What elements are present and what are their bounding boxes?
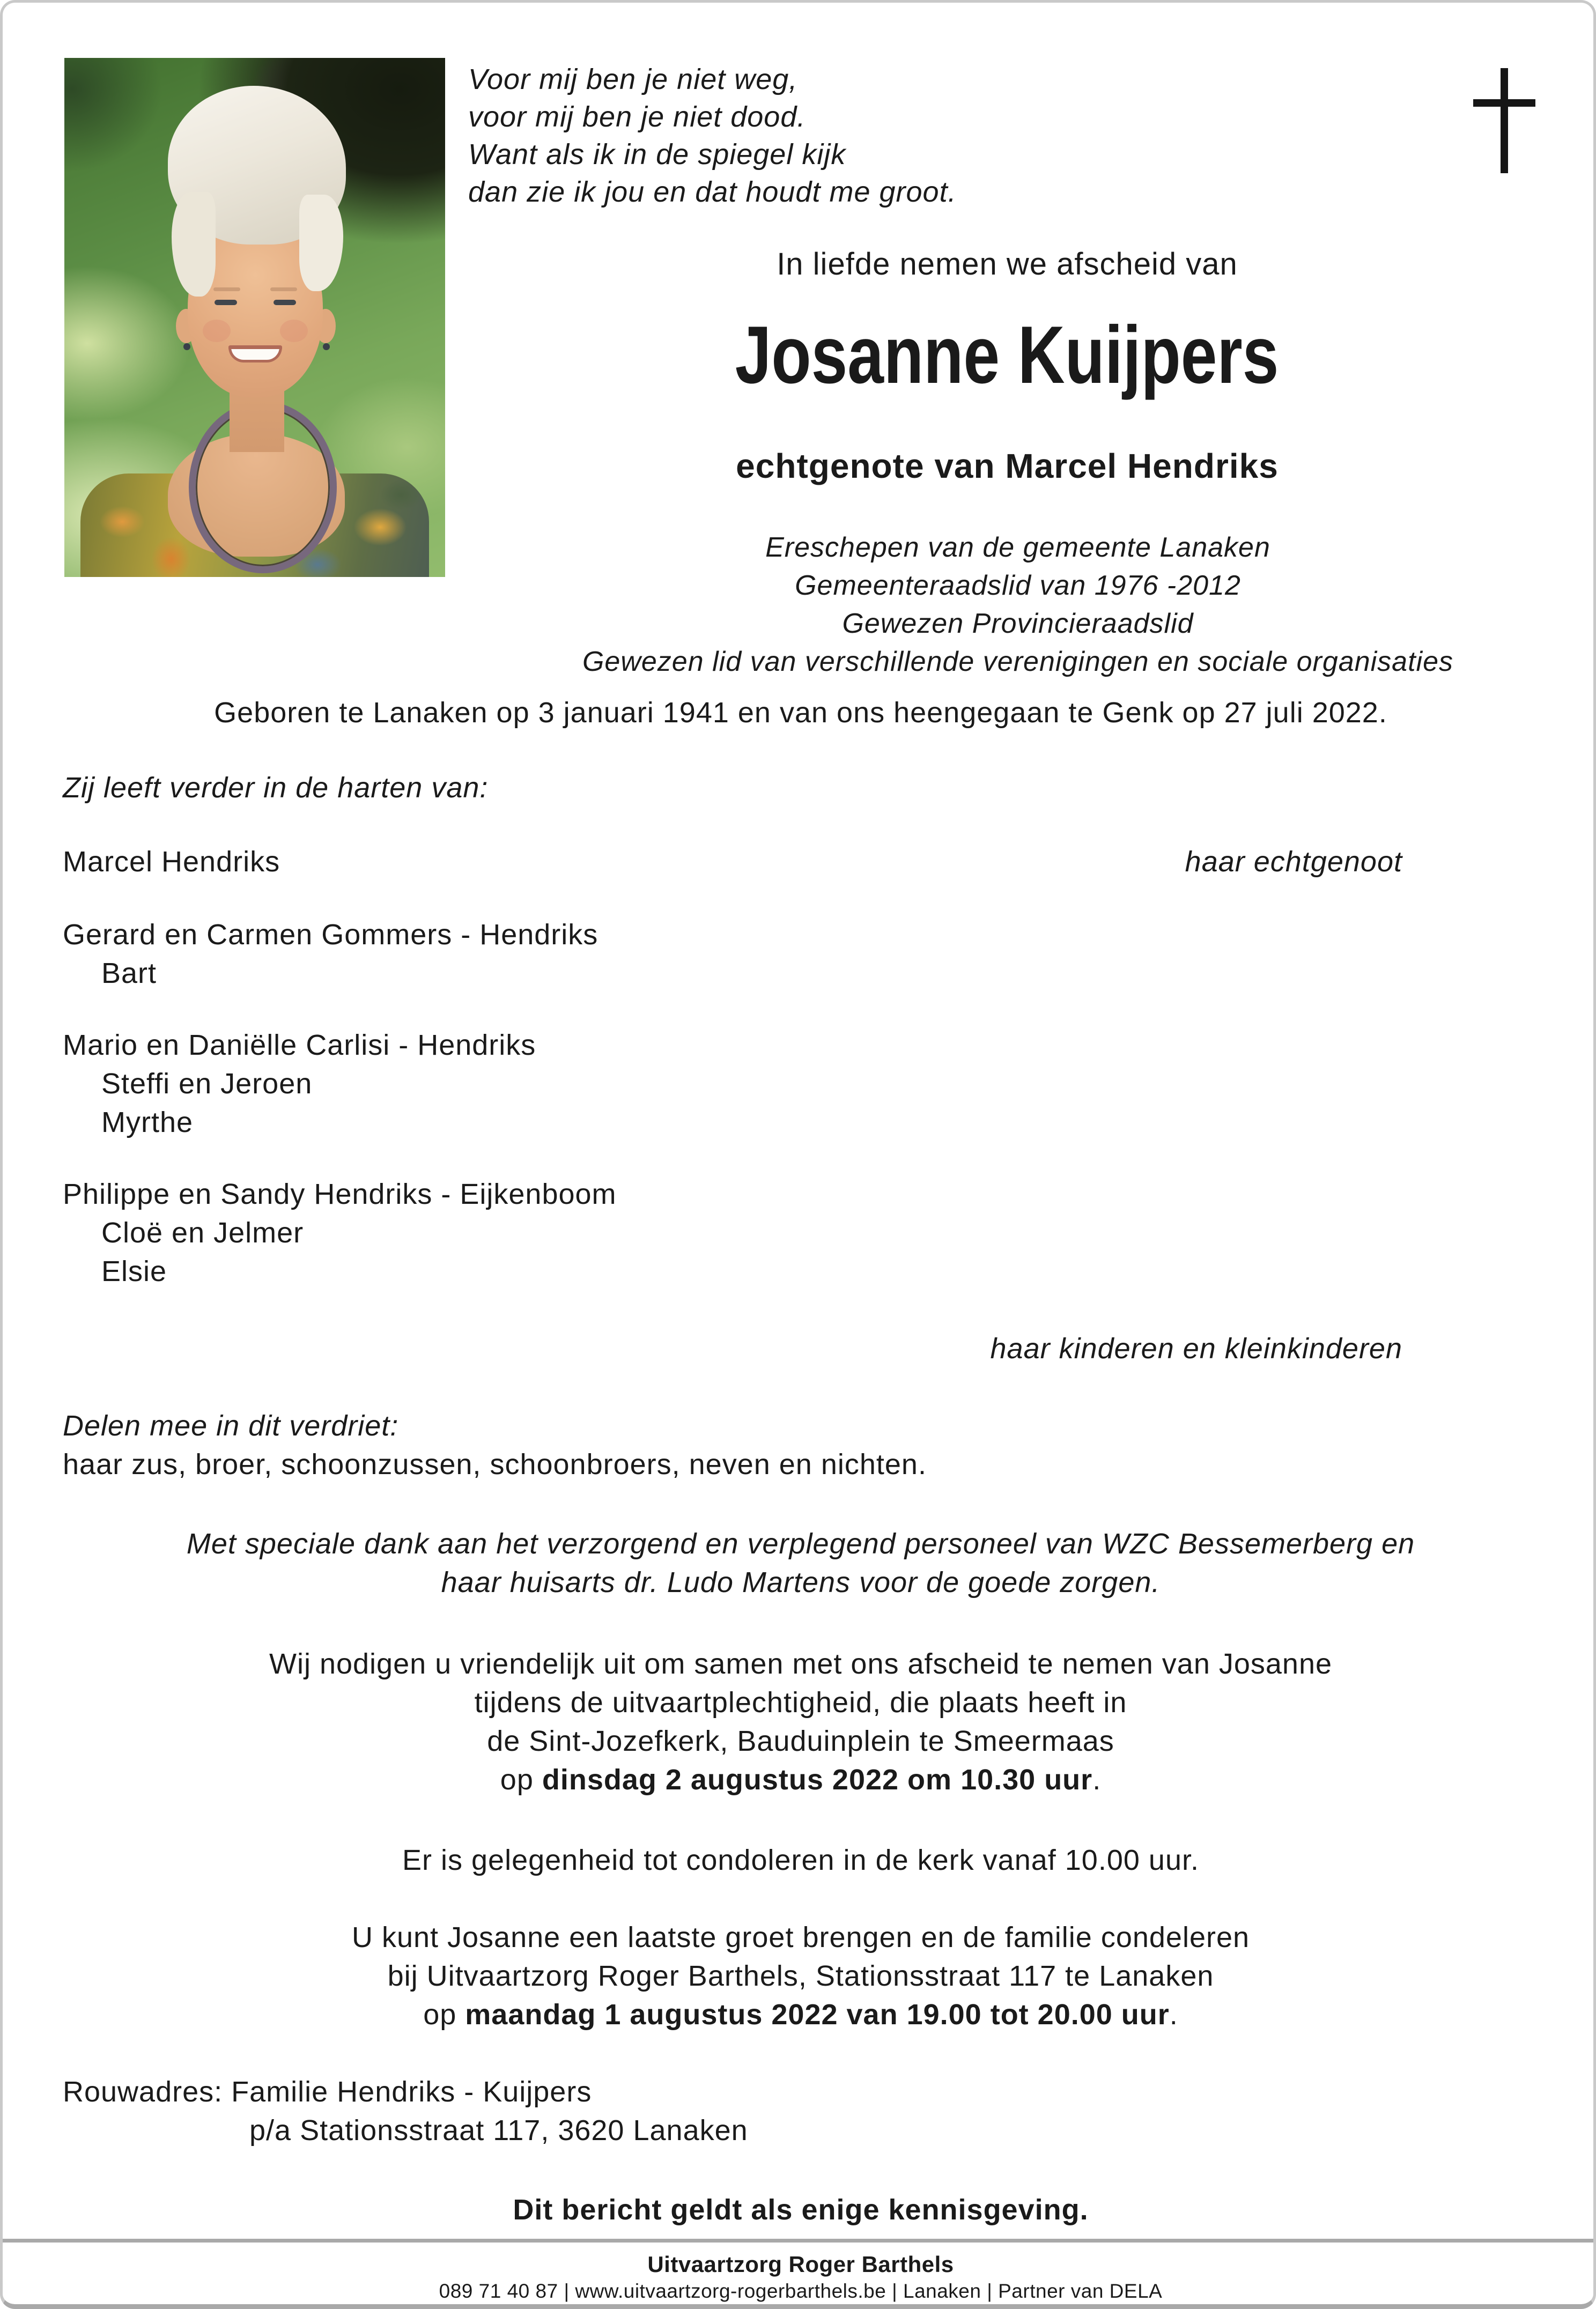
service-date-prefix: op	[500, 1764, 542, 1796]
mourning-address	[63, 2073, 1539, 2150]
footer-divider	[3, 2239, 1596, 2243]
portrait-eye-right	[274, 300, 296, 305]
grief-section	[63, 1407, 1539, 1484]
portrait-cheek-right	[280, 320, 308, 342]
family-child: Bart	[101, 957, 157, 989]
thanks-section	[63, 1524, 1539, 1602]
family-group	[63, 915, 1539, 993]
farewell-intro: In liefde nemen we afscheid van	[777, 247, 1238, 282]
poem-line-3: Want als ik in de spiegel kijk	[468, 138, 846, 171]
portrait-hair-right	[299, 195, 343, 291]
family-group	[63, 1026, 1539, 1142]
poem-line-1: Voor mij ben je niet weg,	[468, 63, 798, 95]
sole-notification-notice: Dit bericht geldt als enige kennisgeving.	[513, 2194, 1089, 2226]
service-date: dinsdag 2 augustus 2022 om 10.30 uur	[542, 1764, 1093, 1796]
family-parents: Gerard en Carmen Gommers - Hendriks	[63, 919, 598, 951]
funeral-home-info: 089 71 40 87 | www.uitvaartzorg-rogerbarthels.be | Lanaken | Partner van DELA	[439, 2280, 1163, 2302]
grief-intro: Delen mee in dit verdriet:	[63, 1410, 399, 1442]
spouse-line: echtgenote van Marcel Hendriks	[736, 447, 1279, 485]
service-line-2: tijdens de uitvaartplechtigheid, die plaats heeft in	[474, 1686, 1127, 1719]
grief-list: haar zus, broer, schoonzussen, schoonbroers, neven en nichten.	[63, 1448, 927, 1481]
honor-line-3: Gewezen Provincieraadslid	[842, 608, 1194, 639]
husband-row	[63, 842, 1539, 881]
mourning-address-line-2: p/a Stationsstraat 117, 3620 Lanaken	[249, 2114, 748, 2147]
thanks-line-2: haar huisarts dr. Ludo Martens voor de goede zorgen.	[441, 1566, 1161, 1598]
visitation-date-suffix: .	[1169, 1999, 1178, 2031]
honor-line-2: Gemeenteraadslid van 1976 -2012	[795, 570, 1241, 601]
poem-line-4: dan zie ik jou en dat houdt me groot.	[468, 176, 957, 208]
service-line-1: Wij nodigen u vriendelijk uit om samen met ons afscheid te nemen van Josanne	[269, 1648, 1333, 1680]
service-line-3: de Sint-Jozefkerk, Bauduinplein te Smeermaas	[487, 1725, 1114, 1757]
visitation-line-2: bij Uitvaartzorg Roger Barthels, Stationsstraat 117 te Lanaken	[387, 1960, 1214, 1992]
children-relation-row	[63, 1329, 1539, 1368]
memorial-poem	[468, 61, 1546, 211]
visitation-section	[63, 1918, 1539, 2034]
life-dates: Geboren te Lanaken op 3 januari 1941 en van ons heengegaan te Genk op 27 juli 2022.	[214, 697, 1387, 729]
honors-list	[468, 529, 1546, 681]
footer	[3, 2251, 1596, 2304]
poem-line-2: voor mij ben je niet dood.	[468, 101, 806, 133]
church-condolence-line: Er is gelegenheid tot condoleren in de kerk vanaf 10.00 uur.	[402, 1844, 1199, 1876]
thanks-line-1: Met speciale dank aan het verzorgend en verplegend personeel van WZC Bessemerberg en	[186, 1528, 1415, 1560]
children-relation: haar kinderen en kleinkinderen	[990, 1333, 1402, 1365]
family-parents: Mario en Daniëlle Carlisi - Hendriks	[63, 1029, 536, 1061]
portrait-eye-left	[215, 300, 237, 305]
obituary-body	[3, 689, 1596, 2229]
husband-relation: haar echtgenoot	[1185, 846, 1402, 878]
visitation-line-1: U kunt Josanne een laatste groet brengen en de familie condeleren	[351, 1921, 1250, 1953]
husband-name: Marcel Hendriks	[63, 846, 280, 878]
portrait-earring-left	[183, 343, 190, 350]
visitation-date-line	[63, 1995, 1539, 2034]
portrait-smile	[228, 345, 282, 362]
survivors-intro: Zij leeft verder in de harten van:	[63, 772, 489, 804]
portrait-hair-left	[172, 192, 216, 297]
family-child: Elsie	[101, 1255, 167, 1287]
family-child: Steffi en Jeroen	[101, 1068, 313, 1100]
family-group	[63, 1175, 1539, 1291]
honor-line-1: Ereschepen van de gemeente Lanaken	[765, 532, 1270, 563]
service-date-line	[63, 1760, 1539, 1799]
funeral-service-section	[63, 1645, 1539, 1799]
portrait-brow-right	[270, 287, 297, 291]
portrait-cheek-left	[203, 320, 231, 342]
visitation-date-prefix: op	[423, 1999, 466, 2031]
funeral-home-name: Uitvaartzorg Roger Barthels	[647, 2252, 954, 2277]
visitation-date: maandag 1 augustus 2022 van 19.00 tot 20.00 uur	[465, 1999, 1170, 2031]
family-child: Cloë en Jelmer	[101, 1217, 304, 1249]
family-parents: Philippe en Sandy Hendriks - Eijkenboom	[63, 1178, 617, 1210]
mourning-address-line-1: Rouwadres: Familie Hendriks - Kuijpers	[63, 2076, 592, 2108]
portrait-brow-left	[213, 287, 240, 291]
portrait-photo	[64, 58, 445, 577]
service-date-suffix: .	[1092, 1764, 1102, 1796]
honor-line-4: Gewezen lid van verschillende verenigingen en sociale organisaties	[582, 646, 1454, 677]
deceased-name: Josanne Kuijpers	[735, 309, 1279, 401]
header-column	[468, 61, 1546, 681]
family-child: Myrthe	[101, 1106, 194, 1138]
portrait-earring-right	[323, 343, 330, 350]
